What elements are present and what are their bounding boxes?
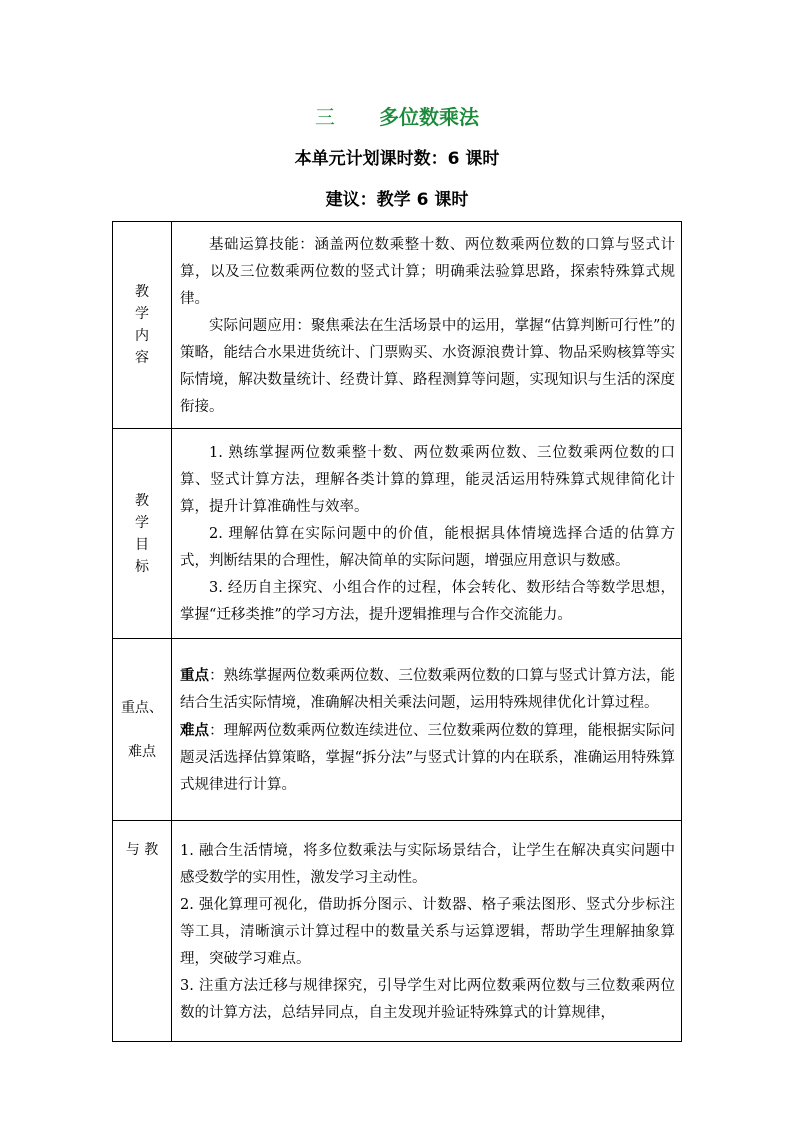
unit-plan-table	[112, 221, 682, 1042]
goal-paragraph: 1. 熟练掌握两位数乘整十数、两位数乘两位数、三位数乘两位数的口算、竖式计算方法，理解各类计算的算理，能灵活运用特殊算式规律简化计算，提升计算准确性与效率。	[180, 445, 675, 515]
key-point-paragraph	[180, 662, 675, 717]
table-row-goals	[113, 429, 682, 639]
label-text: 教学目标	[135, 492, 149, 575]
content-paragraph: 实际问题应用：聚焦乘法在生活场景中的运用，掌握“估算判断可行性”的策略，能结合水果进货统计、门票购买、水资源浪费计算、物品采购核算等实际情境，解决数量统计、经费计算、路程测算等问题，实现知识与生活的深度衔接。	[180, 317, 675, 415]
teaching-paragraph: 2. 强化算理可视化，借助拆分图示、计数器、格子乘法图形、竖式分步标注等工具，清晰演示计算过程中的数量关系与运算逻辑，帮助学生理解抽象算理，突破学习难点。	[180, 896, 675, 967]
table-row-teaching	[113, 821, 682, 1042]
key-point-text: ：熟练掌握两位数乘两位数、三位数乘两位数的口算与竖式计算方法，能结合生活实际情境，准确解决相关乘法问题，运用特殊规律优化计算过程。	[180, 668, 676, 711]
content-paragraph: 基础运算技能：涵盖两位数乘整十数、两位数乘两位数的口算与竖式计算，以及三位数乘两位数的竖式计算；明确乘法验算思路，探索特殊算式规律。	[180, 236, 675, 307]
label-line: 重点、	[121, 699, 163, 716]
row-body-teaching	[172, 821, 682, 1042]
teaching-paragraph: 1. 融合生活情境，将多位数乘法与实际场景结合，让学生在解决真实问题中感受数学的实用性，激发学习主动性。	[180, 842, 675, 886]
difficulty-text: ：理解两位数乘两位数连续进位、三位数乘两位数的算理，能根据实际问题灵活选择估算策略，掌握“拆分法”与竖式计算的内在联系，准确运用特殊算式规律进行计算。	[180, 723, 676, 793]
label-text: 教学内容	[135, 284, 149, 366]
row-label-goals	[113, 429, 172, 639]
goal-paragraph: 3. 经历自主探究、小组合作的过程，体会转化、数形结合等数学思想，掌握“迁移类推”的学习方法，提升逻辑推理与合作交流能力。	[180, 580, 675, 623]
row-body-goals	[172, 429, 682, 639]
chapter-name: 多位数乘法	[379, 105, 479, 129]
label-line: 难点	[128, 743, 156, 760]
row-body-content	[172, 222, 682, 429]
row-label-teaching	[113, 821, 172, 1042]
difficulty-label: 难点	[180, 722, 210, 739]
difficulty-paragraph	[180, 717, 675, 799]
row-label-content	[113, 222, 172, 429]
teaching-suggestion: 建议：教学 6 课时	[325, 190, 469, 210]
row-label-key-points	[113, 639, 172, 821]
teaching-paragraph: 3. 注重方法迁移与规律探究，引导学生对比两位数乘两位数与三位数乘两位数的计算方法，总结异同点，自主发现并验证特殊算式的计算规律，	[180, 977, 675, 1021]
row-body-key-points	[172, 639, 682, 821]
chapter-number: 三	[315, 105, 335, 129]
chapter-title	[0, 101, 794, 133]
key-point-label: 重点	[180, 667, 210, 684]
unit-hours: 本单元计划课时数：6 课时	[294, 149, 500, 169]
table-row-key-points	[113, 639, 682, 821]
table-row-content	[113, 222, 682, 429]
label-text: 与 教	[125, 842, 159, 858]
goal-paragraph: 2. 理解估算在实际问题中的价值，能根据具体情境选择合适的估算方式，判断结果的合理性，解决简单的实际问题，增强应用意识与数感。	[180, 526, 675, 569]
